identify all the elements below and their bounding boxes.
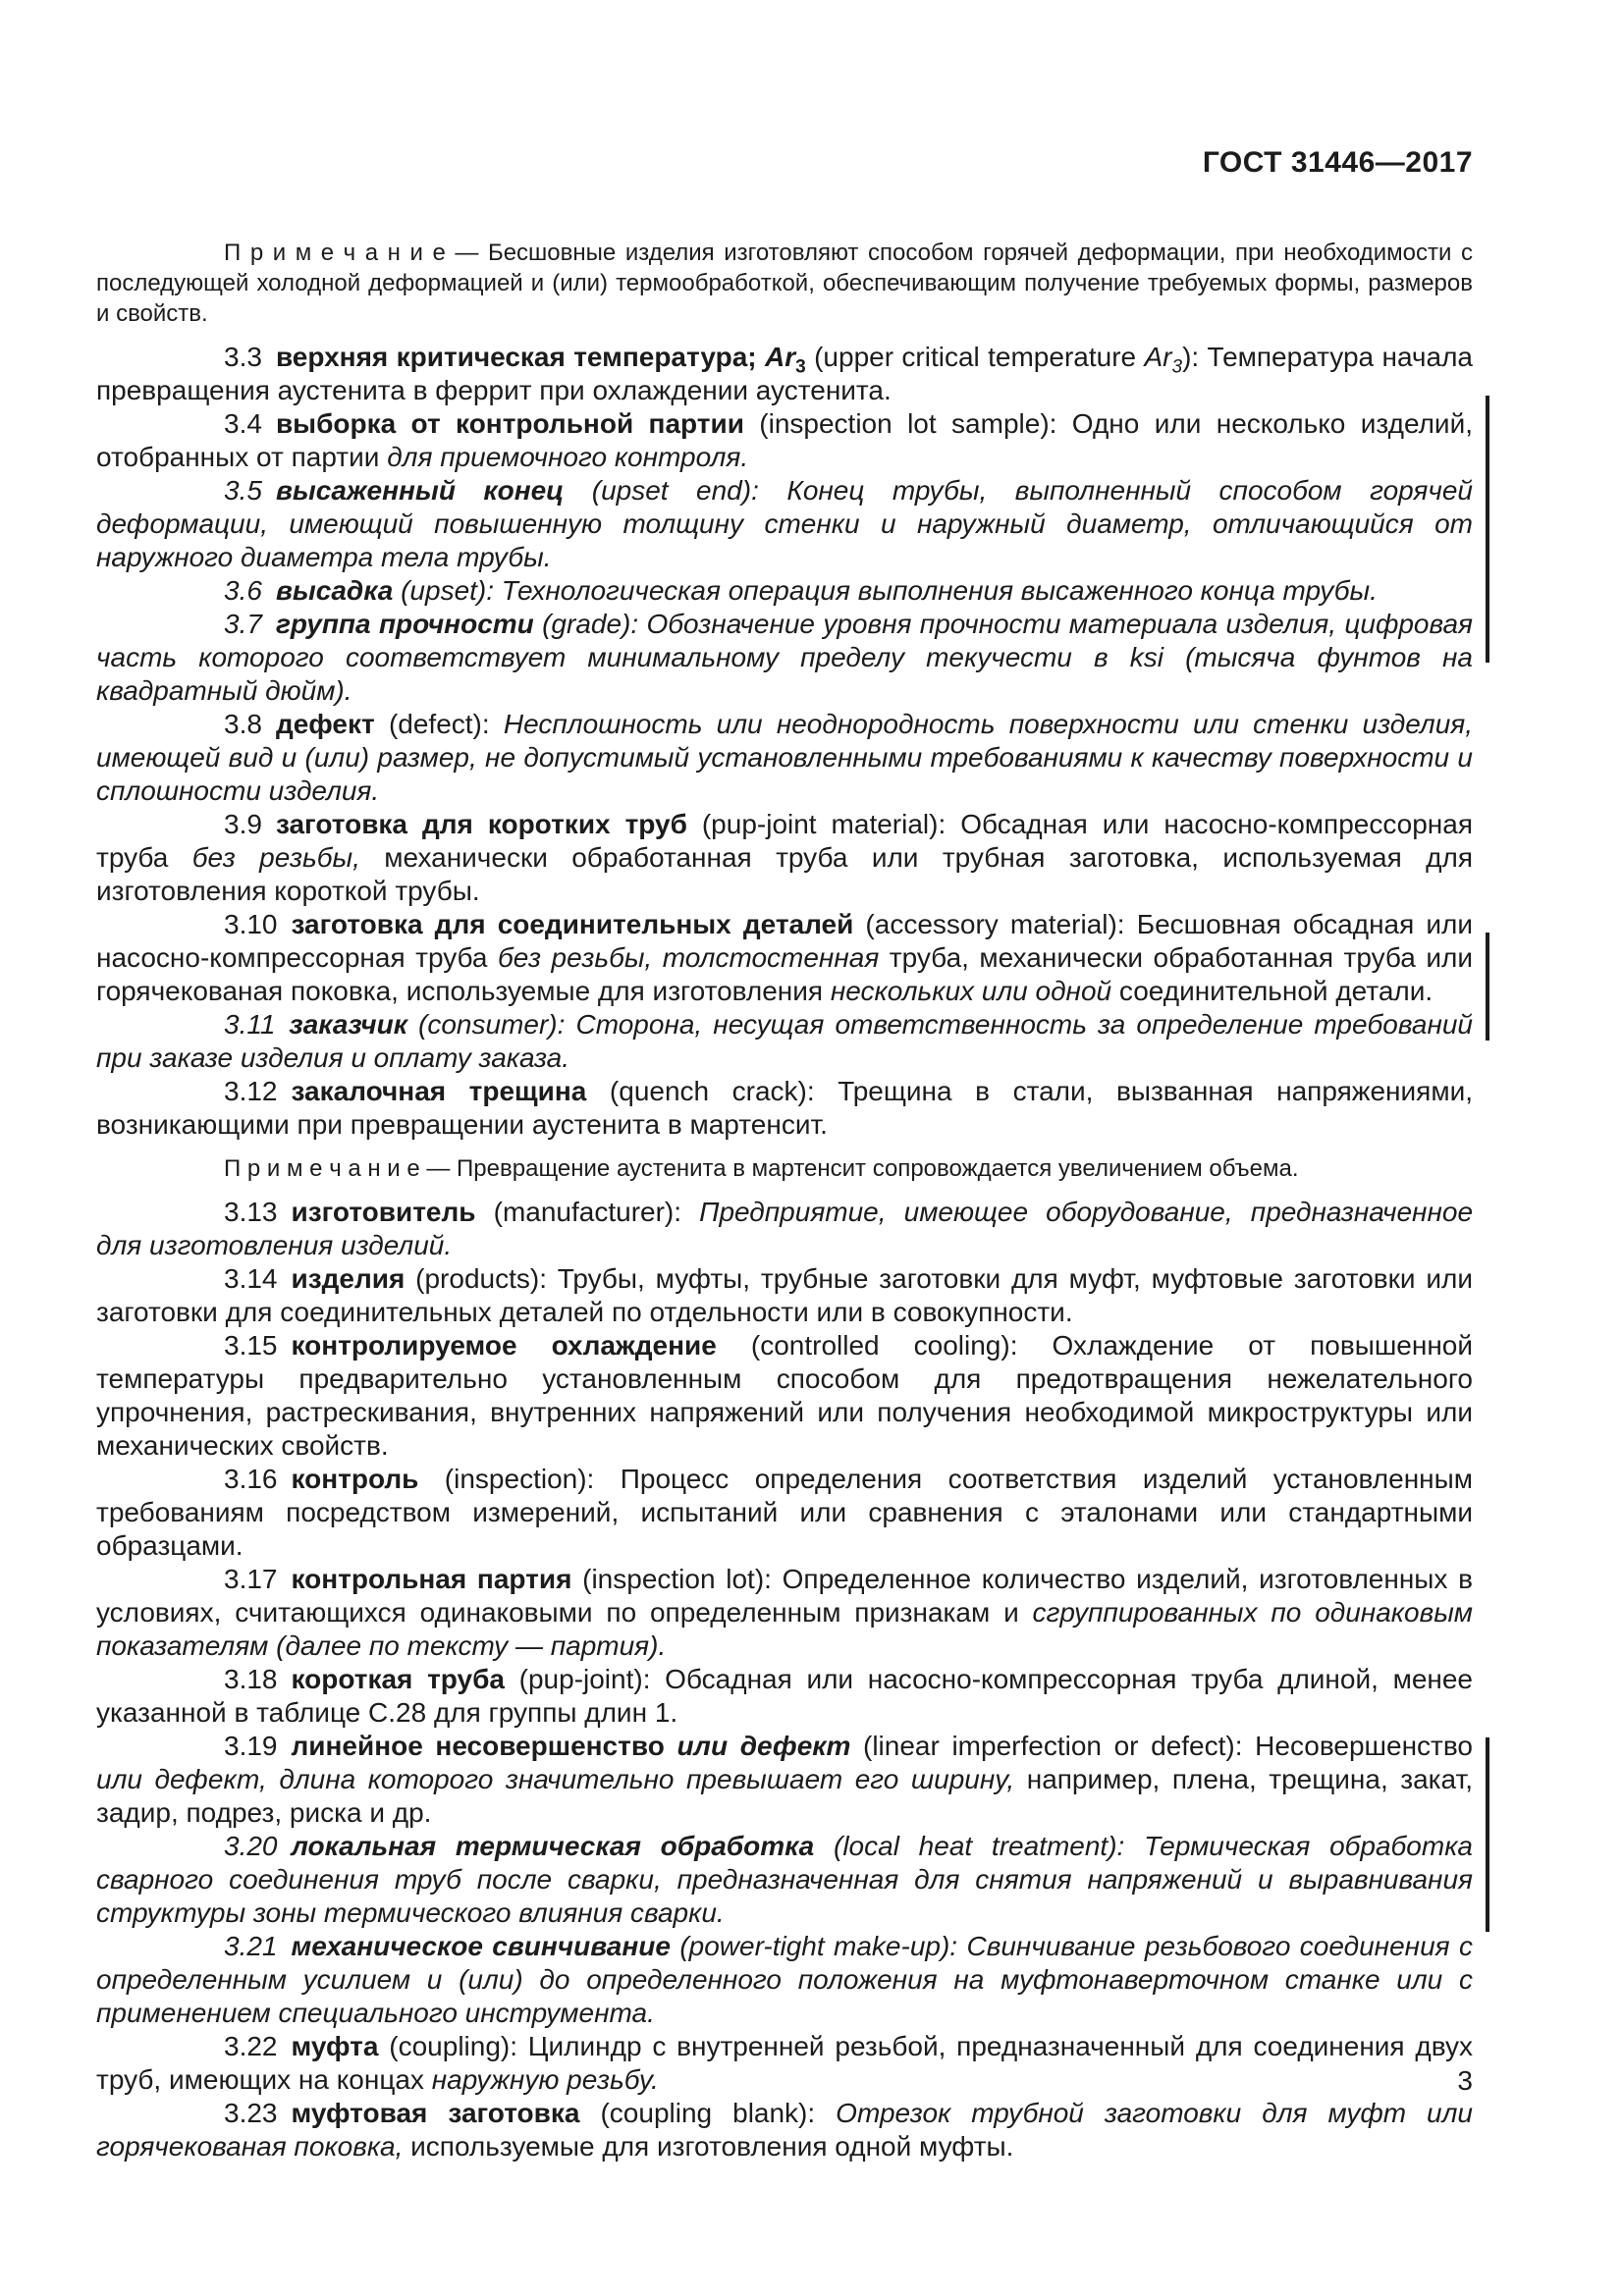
definition-paragraph xyxy=(96,574,1473,608)
text-run: верхняя критическая температура; xyxy=(275,342,765,372)
text-run: заказчик xyxy=(289,1009,407,1040)
text-run: контроль xyxy=(291,1464,419,1494)
text-run: 3 xyxy=(795,356,806,378)
text-run: 3.5 xyxy=(224,475,276,506)
text-run: механическое свинчивание xyxy=(291,1931,671,1961)
definition-paragraph xyxy=(96,1563,1473,1663)
text-run: 3.17 xyxy=(224,1564,292,1594)
definition-paragraph xyxy=(96,1008,1473,1075)
definition-paragraph xyxy=(96,2097,1473,2163)
text-run: без резьбы, толстостенная xyxy=(497,942,880,973)
text-run: ): Температура начала превращения аустенита в феррит при охлаждении аустенита. xyxy=(96,342,1473,405)
text-run: (consumer): Сторона, несущая ответственность за определение требований при заказе изделия и оплату заказа. xyxy=(96,1009,1473,1073)
change-bar xyxy=(1486,933,1489,1041)
definition-paragraph xyxy=(96,407,1473,474)
text-run: П р и м е ч а н и е — Бесшовные изделия изготовляют способом горячей деформации, при необходимости с последующей холодной деформацией и (или) термообработкой, обеспечивающим получение требуемых формы, размеров и свойств. xyxy=(96,240,1473,327)
definition-paragraph xyxy=(96,1463,1473,1563)
text-run: Отрезок трубной заготовки для муфт или горячекованая поковка, xyxy=(96,2098,1473,2162)
text-run: Несплошность или неоднородность поверхности или стенки изделия, имеющей вид и (или) размер, не допустимый установленными требованиями к качеству поверхности и сплошности изделия. xyxy=(96,709,1473,806)
text-run: локальная термическая обработка xyxy=(291,1831,815,1861)
text-run: 3.10 xyxy=(224,909,292,939)
definition-paragraph xyxy=(96,908,1473,1008)
text-run: соединительной детали. xyxy=(1111,976,1434,1006)
text-run: труба, механически обработанная труба или горячекованая поковка, используемые для изготовления xyxy=(96,942,1473,1006)
text-run: 3.12 xyxy=(224,1076,292,1106)
text-run: 3.16 xyxy=(224,1464,292,1494)
text-run: короткая труба xyxy=(291,1664,505,1694)
text-run: (accessory material): Бесшовная обсадная или насосно-компрессорная труба xyxy=(96,909,1473,973)
text-run: или дефект, длина которого значительно превышает его ширину, xyxy=(96,1764,1015,1794)
text-run: (upset end): Конец трубы, выполненный способом горячей деформации, имеющий повышенную толщину стенки и наружный диаметр, отличающийся от наружного диаметра тела трубы. xyxy=(96,475,1473,572)
text-run: линейное несовершенство xyxy=(291,1731,677,1761)
text-run: Предприятие, имеющее оборудование, предназначенное для изготовления изделий. xyxy=(96,1197,1474,1260)
definition-paragraph xyxy=(96,708,1473,808)
change-bar xyxy=(1486,396,1489,663)
definition-paragraph xyxy=(96,608,1473,708)
definition-paragraph xyxy=(96,341,1473,407)
text-run: 3.20 xyxy=(224,1831,292,1861)
definition-paragraph xyxy=(96,808,1473,908)
text-run: 3.4 xyxy=(224,408,276,439)
text-run: (inspection lot): Определенное количество изделий, изготовленных в условиях, считающихся одинаковыми по определенным признакам и xyxy=(96,1564,1473,1628)
text-run: 3.3 xyxy=(224,342,276,372)
definition-paragraph xyxy=(96,1930,1473,2030)
text-run: (inspection): Процесс определения соответствия изделий установленным требованиям посредством измерений, испытаний или сравнения с эталонами или стандартными образцами. xyxy=(96,1464,1473,1561)
text-run: группа прочности xyxy=(275,609,534,639)
text-run: 3.13 xyxy=(224,1197,292,1227)
text-run: (pup-joint): Обсадная или насосно-компрессорная труба длиной, менее указанной в таблице С.28 для группы длин 1. xyxy=(96,1664,1473,1728)
definition-paragraph xyxy=(96,1730,1473,1830)
text-run: 3.6 xyxy=(224,575,276,606)
note-paragraph xyxy=(96,1153,1473,1184)
definition-paragraph xyxy=(96,1830,1473,1930)
text-run: (coupling blank): xyxy=(579,2098,837,2128)
text-run: контрольная партия xyxy=(291,1564,572,1594)
text-run: (defect): xyxy=(374,709,504,739)
text-run: используемые для изготовления одной муфты. xyxy=(403,2131,1014,2162)
text-run: дефект xyxy=(275,709,375,739)
text-run: (inspection lot sample): Одно или несколько изделий, отобранных от партии xyxy=(96,408,1473,472)
text-run: закалочная трещина xyxy=(291,1076,587,1106)
text-run: заготовка для коротких труб xyxy=(275,809,687,839)
definition-paragraph xyxy=(96,1329,1473,1463)
text-run: изделия xyxy=(291,1263,406,1294)
text-run: П р и м е ч а н и е — Превращение аустенита в мартенсит сопровождается увеличением объема. xyxy=(224,1155,1299,1182)
text-run: 3.9 xyxy=(224,809,276,839)
text-run: муфта xyxy=(291,2031,379,2061)
text-run: 3.23 xyxy=(224,2098,292,2128)
definitions-content xyxy=(96,226,1473,2163)
text-run: выборка от контрольной партии xyxy=(275,408,744,439)
text-run: высадка xyxy=(275,575,394,606)
text-run: 3.18 xyxy=(224,1664,292,1694)
text-run: (local heat treatment): Термическая обработка сварного соединения труб после сварки, предназначенная для снятия напряжений и выравнивания структуры зоны термического влияния сварки. xyxy=(96,1831,1473,1928)
text-run: Ar xyxy=(765,342,796,372)
definition-paragraph xyxy=(96,1075,1473,1142)
note-paragraph xyxy=(96,238,1473,329)
text-run: (power-tight make-up): Свинчивание резьбового соединения с определенным усилием и (или) до определенного положения на муфтонаверточном станке или с применением специального инструмента. xyxy=(96,1931,1473,2028)
text-run: например, плена, трещина, закат, задир, подрез, риска и др. xyxy=(96,1764,1474,1828)
text-run: (manufacturer): xyxy=(475,1197,700,1227)
text-run: (quench crack): Трещина в стали, вызванная напряжениями, возникающими при превращении аустенита в мартенсит. xyxy=(96,1076,1473,1140)
change-bar xyxy=(1486,1737,1489,1932)
text-run: 3.22 xyxy=(224,2031,292,2061)
text-run: наружную резьбу. xyxy=(431,2064,659,2095)
text-run: контролируемое охлаждение xyxy=(291,1330,717,1361)
text-run: заготовка для соединительных деталей xyxy=(291,909,854,939)
text-run: нескольких или одной xyxy=(830,976,1112,1006)
page-number: 3 xyxy=(1457,2065,1473,2096)
text-run: изготовитель xyxy=(291,1197,476,1227)
text-run: Ar xyxy=(1144,342,1172,372)
text-run: или дефект xyxy=(676,1731,851,1761)
text-run: механически обработанная труба или трубная заготовка, используемая для изготовления короткой трубы. xyxy=(96,842,1473,906)
text-run: для приемочного контроля. xyxy=(387,442,749,472)
definition-paragraph xyxy=(96,1196,1473,1262)
definition-paragraph xyxy=(96,1262,1473,1329)
text-run: (pup-joint material): Обсадная или насосно-компрессорная труба xyxy=(96,809,1473,873)
text-run: муфтовая заготовка xyxy=(291,2098,580,2128)
definition-paragraph xyxy=(96,1663,1473,1730)
text-run: 3.21 xyxy=(224,1931,292,1961)
text-run: (coupling): Цилиндр с внутренней резьбой, предназначенный для соединения двух труб, имеющих на концах xyxy=(96,2031,1473,2095)
text-run: 3.7 xyxy=(224,609,276,639)
text-run: (grade): Обозначение уровня прочности материала изделия, цифровая часть которого соответствует минимальному пределу текучести в ksi (тысяча фунтов на квадратный дюйм). xyxy=(96,609,1474,706)
text-run: (linear imperfection or defect): Несовершенство xyxy=(850,1731,1473,1761)
text-run: (controlled cooling): Охлаждение от повышенной температуры предварительно установленным способом для предотвращения нежелательного упрочнения, растрескивания, внутренних напряжений или получения необходимой микроструктуры или механических свойств. xyxy=(96,1330,1473,1461)
text-run: высаженный конец xyxy=(275,475,565,506)
text-run: без резьбы, xyxy=(191,842,360,873)
text-run: 3.11 xyxy=(224,1009,290,1040)
text-run: 3 xyxy=(1171,356,1183,378)
text-run: 3.19 xyxy=(224,1731,292,1761)
text-run: (upset): Технологическая операция выполнения высаженного конца трубы. xyxy=(393,575,1378,606)
definition-paragraph xyxy=(96,474,1473,574)
text-run: 3.15 xyxy=(224,1330,292,1361)
text-run: 3.8 xyxy=(224,709,276,739)
text-run: 3.14 xyxy=(224,1263,292,1294)
text-run: сгруппированных по одинаковым показателям (далее по тексту — партия). xyxy=(96,1597,1473,1661)
document-number-header: ГОСТ 31446—2017 xyxy=(1202,146,1473,179)
text-run: (upper critical temperature xyxy=(805,342,1145,372)
text-run: (products): Трубы, муфты, трубные заготовки для муфт, муфтовые заготовки или заготовки для соединительных деталей по отдельности или в совокупности. xyxy=(96,1263,1473,1327)
